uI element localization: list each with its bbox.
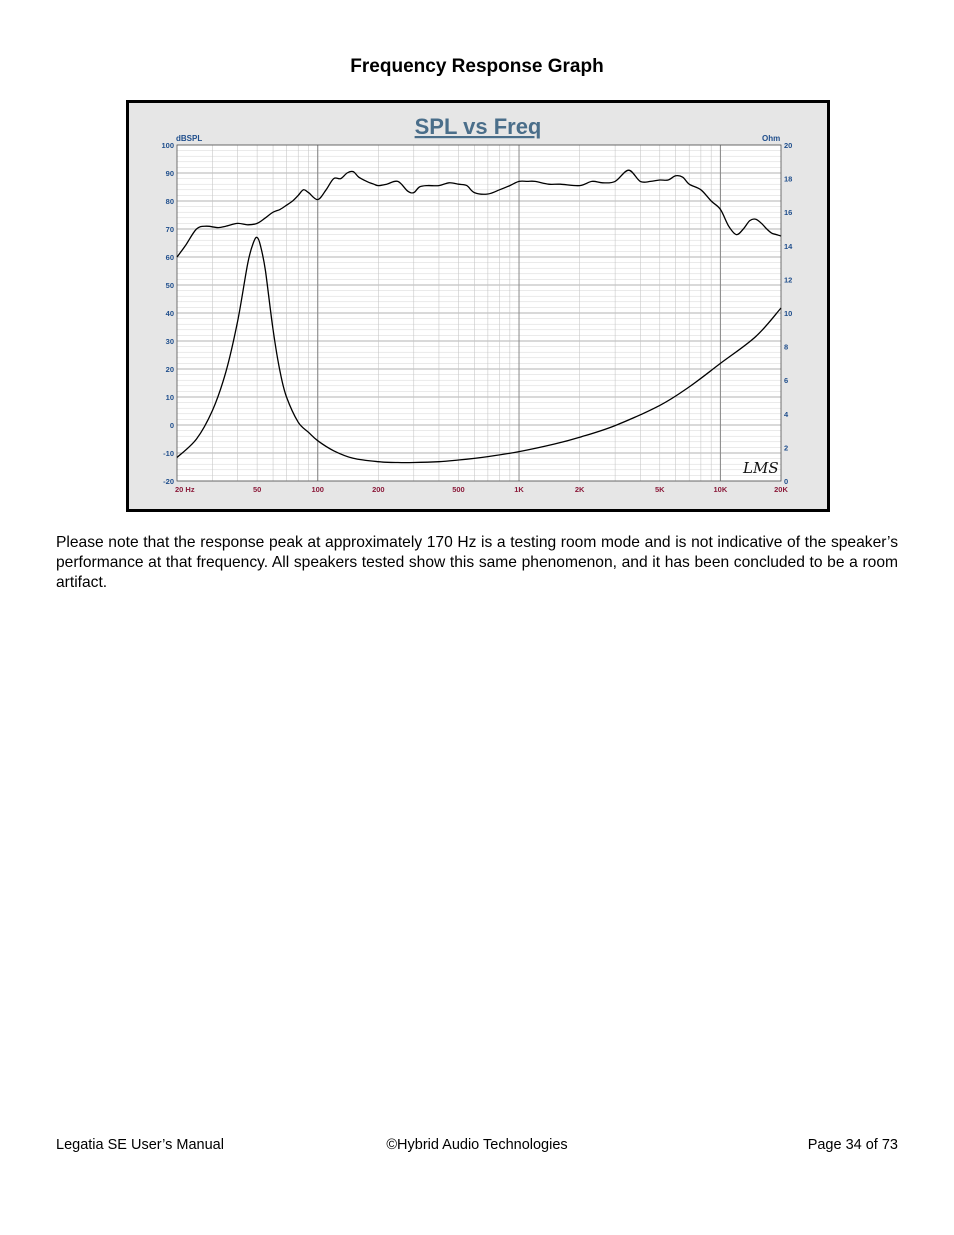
y-left-tick-label: 20 [165,365,174,374]
y-left-axis-label: dBSPL [176,134,203,143]
x-tick-label: 100 [311,485,324,494]
y-right-tick-label: 18 [784,174,793,184]
y-left-tick-label: 30 [165,337,174,346]
y-left-tick-label: -20 [163,477,174,486]
note-paragraph: Please note that the response peak at approximately 170 Hz is a testing room mode and is not indicative of the speaker’s performance at that frequency. All speakers tested show this same phenomenon, and it has been concluded to be a room artifact. [56,534,898,591]
y-right-tick-label: 8 [784,342,789,352]
x-tick-label: 50 [252,485,262,494]
x-tick-label: 20K [774,485,788,494]
page-title: Frequency Response Graph [350,56,604,77]
chart-frame [126,100,830,512]
y-right-axis-label: Ohm [762,134,781,143]
y-left-tick-label: 0 [169,421,174,430]
y-right-tick-label: 20 [784,141,793,150]
x-tick-label: 500 [452,485,465,494]
y-right-tick-label: 0 [784,477,789,486]
y-right-tick-label: 10 [784,309,793,318]
footer-page-number: Page 34 of 73 [807,1137,898,1153]
grid [177,145,781,481]
x-tick-label: 20 Hz [175,485,195,494]
y-left-tick-label: 100 [161,141,174,150]
x-tick-label: 5K [654,485,665,494]
x-tick-label: 10K [713,485,728,494]
y-left-tick-label: 40 [165,309,174,318]
y-right-tick-label: 14 [784,241,793,251]
y-right-tick-label: 12 [784,275,793,285]
spl-frequency-chart [129,103,827,509]
footer-manual-title: Legatia SE User’s Manual [56,1137,224,1153]
y-right-tick-label: 2 [784,443,789,453]
x-tick-label: 1K [514,485,524,494]
y-left-tick-label: 70 [165,225,174,234]
y-left-tick-label: 80 [165,197,174,206]
y-right-tick-label: 6 [784,376,789,386]
chart-title: SPL vs Freq [414,114,542,139]
x-tick-label: 200 [372,485,385,494]
y-left-tick-label: 60 [165,253,174,262]
y-left-tick-label: 50 [165,281,174,290]
y-right-tick-label: 16 [784,208,793,218]
x-tick-label: 2K [574,485,585,494]
footer-copyright: ©Hybrid Audio Technologies [386,1137,568,1153]
y-right-tick-label: 4 [784,409,789,419]
lms-logo: LMS [743,459,779,477]
y-left-tick-label: 90 [165,169,174,178]
y-left-tick-label: -10 [163,449,174,458]
y-left-tick-label: 10 [165,393,174,402]
